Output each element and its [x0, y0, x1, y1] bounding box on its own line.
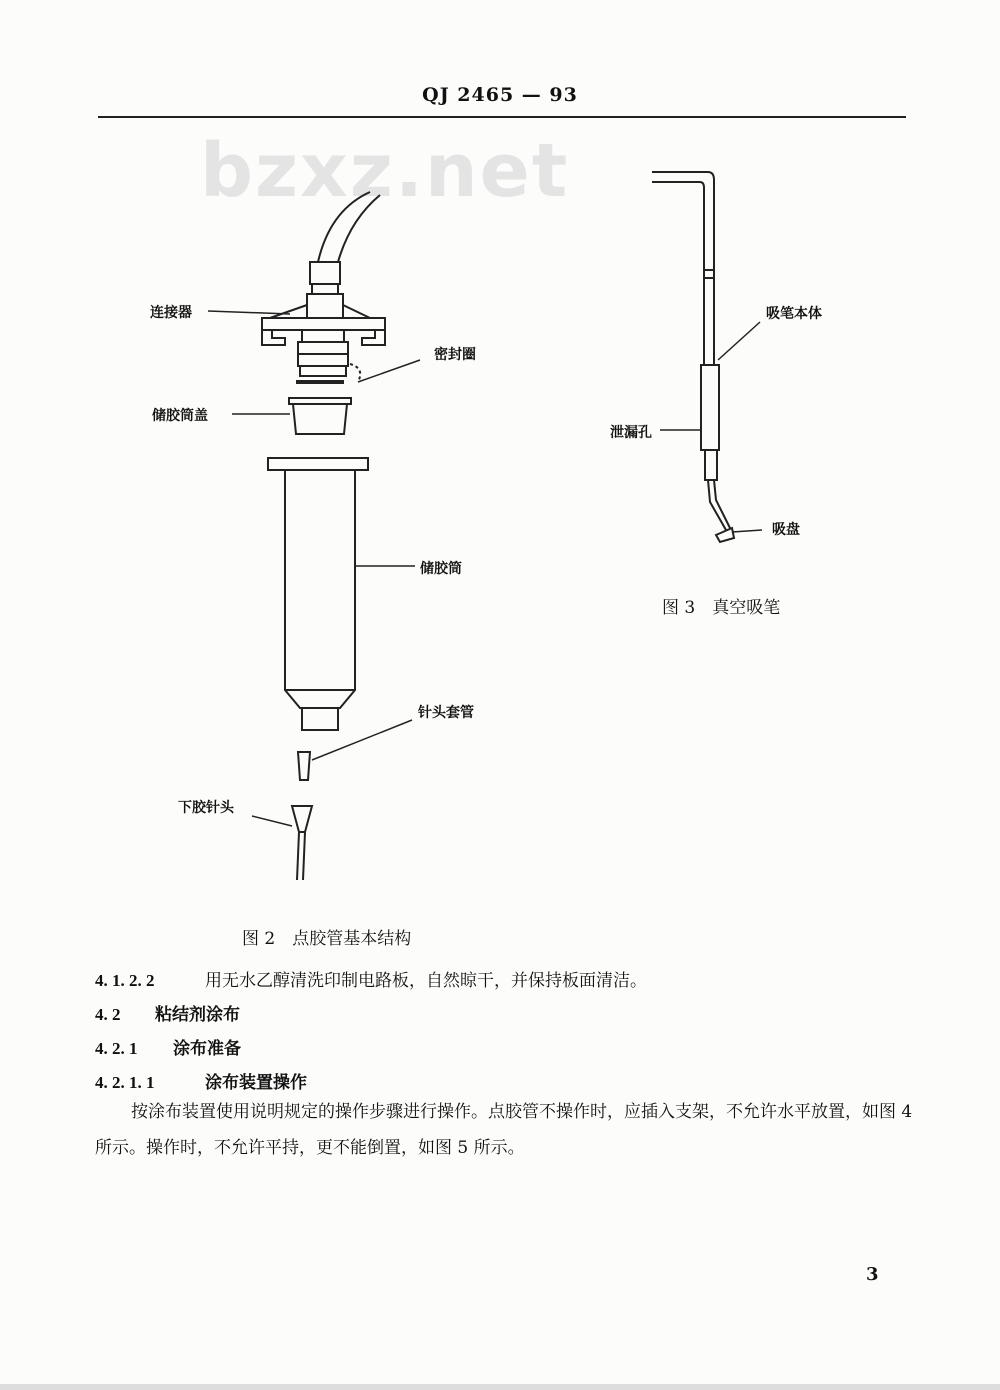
section-number: 4. 2. 1. 1: [95, 1073, 155, 1092]
page-number: 3: [866, 1264, 879, 1285]
document-code-header: QJ 2465 — 93: [422, 84, 578, 106]
label-pen-body: 吸笔本体: [766, 306, 822, 322]
body-paragraph: 按涂布装置使用说明规定的操作步骤进行操作。点胶管不操作时，应插入支架，不允许水平放置，如图 4 所示。操作时，不允许平持，更不能倒置，如图 5 所示。: [95, 1102, 913, 1158]
figure-3-caption: 图 3 真空吸笔: [662, 598, 781, 618]
section-number: 4. 2: [95, 1005, 121, 1024]
section-4-1-2-2: [95, 966, 647, 991]
vacuum-pen-drawing: [652, 172, 762, 542]
section-4-2-1: [95, 1034, 241, 1059]
section-4-2: [95, 1000, 240, 1025]
label-cartridge: 储胶筒: [420, 561, 462, 577]
section-4-2-1-1: [95, 1068, 307, 1093]
label-cartridge-cap: 储胶筒盖: [152, 408, 208, 424]
label-needle: 下胶针头: [178, 800, 234, 816]
section-heading: 涂布装置操作: [205, 1073, 307, 1093]
page-bottom-edge: [0, 1384, 1000, 1390]
section-text: 用无水乙醇清洗印制电路板，自然晾干，并保持板面清洁。: [205, 971, 647, 991]
label-needle-sleeve: 针头套管: [418, 705, 474, 721]
section-number: 4. 2. 1: [95, 1039, 138, 1058]
label-seal-ring: 密封圈: [434, 347, 476, 363]
dispenser-tube-drawing: [208, 192, 420, 880]
section-heading: 涂布准备: [173, 1039, 241, 1059]
section-number: 4. 1. 2. 2: [95, 971, 155, 990]
section-heading: 粘结剂涂布: [155, 1005, 240, 1025]
label-connector: 连接器: [150, 305, 192, 321]
watermark: bzxz.net: [200, 128, 570, 214]
label-leak-hole: 泄漏孔: [610, 425, 652, 441]
figure-2-caption: 图 2 点胶管基本结构: [242, 929, 412, 949]
label-suction-cup: 吸盘: [772, 522, 800, 538]
